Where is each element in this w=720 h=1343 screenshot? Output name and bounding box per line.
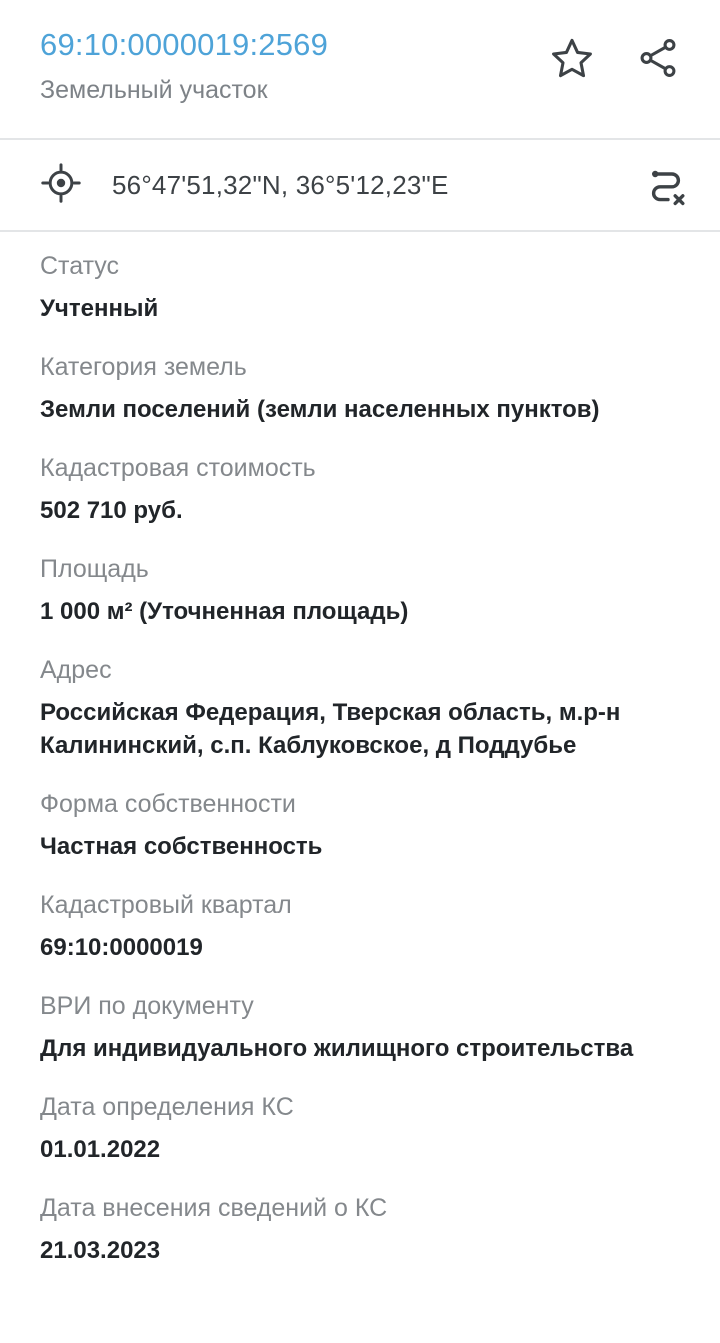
field-label: Дата определения КС [40, 1093, 294, 1121]
field-label: Категория земель [40, 353, 247, 381]
crosshair-location-icon [40, 162, 82, 209]
field-label: Кадастровый квартал [40, 891, 292, 919]
field-label: Кадастровая стоимость [40, 454, 316, 482]
page-title: 69:10:0000019:2569 [40, 27, 329, 62]
field-value: 1 000 м² (Уточненная площадь) [40, 598, 409, 625]
coordinates-bar[interactable] [0, 140, 720, 230]
coordinates-value: 56°47'51,32"N, 36°5'12,23"E [112, 169, 449, 200]
header-actions [546, 18, 692, 84]
detail-field [40, 250, 680, 325]
detail-field [40, 452, 680, 527]
detail-field [40, 788, 680, 863]
detail-field [40, 889, 680, 964]
object-type-subtitle: Земельный участок [40, 76, 268, 104]
field-label: ВРИ по документу [40, 992, 254, 1020]
route-cancel-icon [642, 161, 690, 209]
field-value: 69:10:0000019 [40, 934, 203, 961]
detail-field [40, 990, 680, 1065]
field-value: 01.01.2022 [40, 1136, 161, 1163]
field-value: Учтенный [40, 295, 159, 322]
field-value: 21.03.2023 [40, 1237, 161, 1264]
share-button[interactable] [632, 32, 684, 84]
field-label: Площадь [40, 555, 149, 583]
favorite-button[interactable] [546, 32, 598, 84]
route-cancel-button[interactable] [640, 159, 692, 211]
header [0, 0, 720, 138]
field-value: Частная собственность [40, 833, 323, 860]
detail-field [40, 1091, 680, 1166]
field-label: Статус [40, 252, 120, 280]
field-label: Дата внесения сведений о КС [40, 1194, 388, 1222]
star-icon [549, 35, 595, 81]
field-value: Российская Федерация, Тверская область, м.р-н Калининский, с.п. Каблуковское, д Поддубье [40, 699, 621, 759]
field-value: Для индивидуального жилищного строительства [40, 1035, 634, 1062]
header-text [40, 18, 328, 106]
detail-field [40, 553, 680, 628]
detail-field [40, 1192, 680, 1267]
field-label: Форма собственности [40, 790, 296, 818]
detail-field [40, 654, 680, 762]
detail-field [40, 351, 680, 426]
details-list [0, 232, 720, 1267]
field-label: Адрес [40, 656, 112, 684]
coordinates-left [40, 162, 449, 209]
share-icon [635, 35, 681, 81]
field-value: 502 710 руб. [40, 497, 183, 524]
field-value: Земли поселений (земли населенных пунктов) [40, 396, 600, 423]
